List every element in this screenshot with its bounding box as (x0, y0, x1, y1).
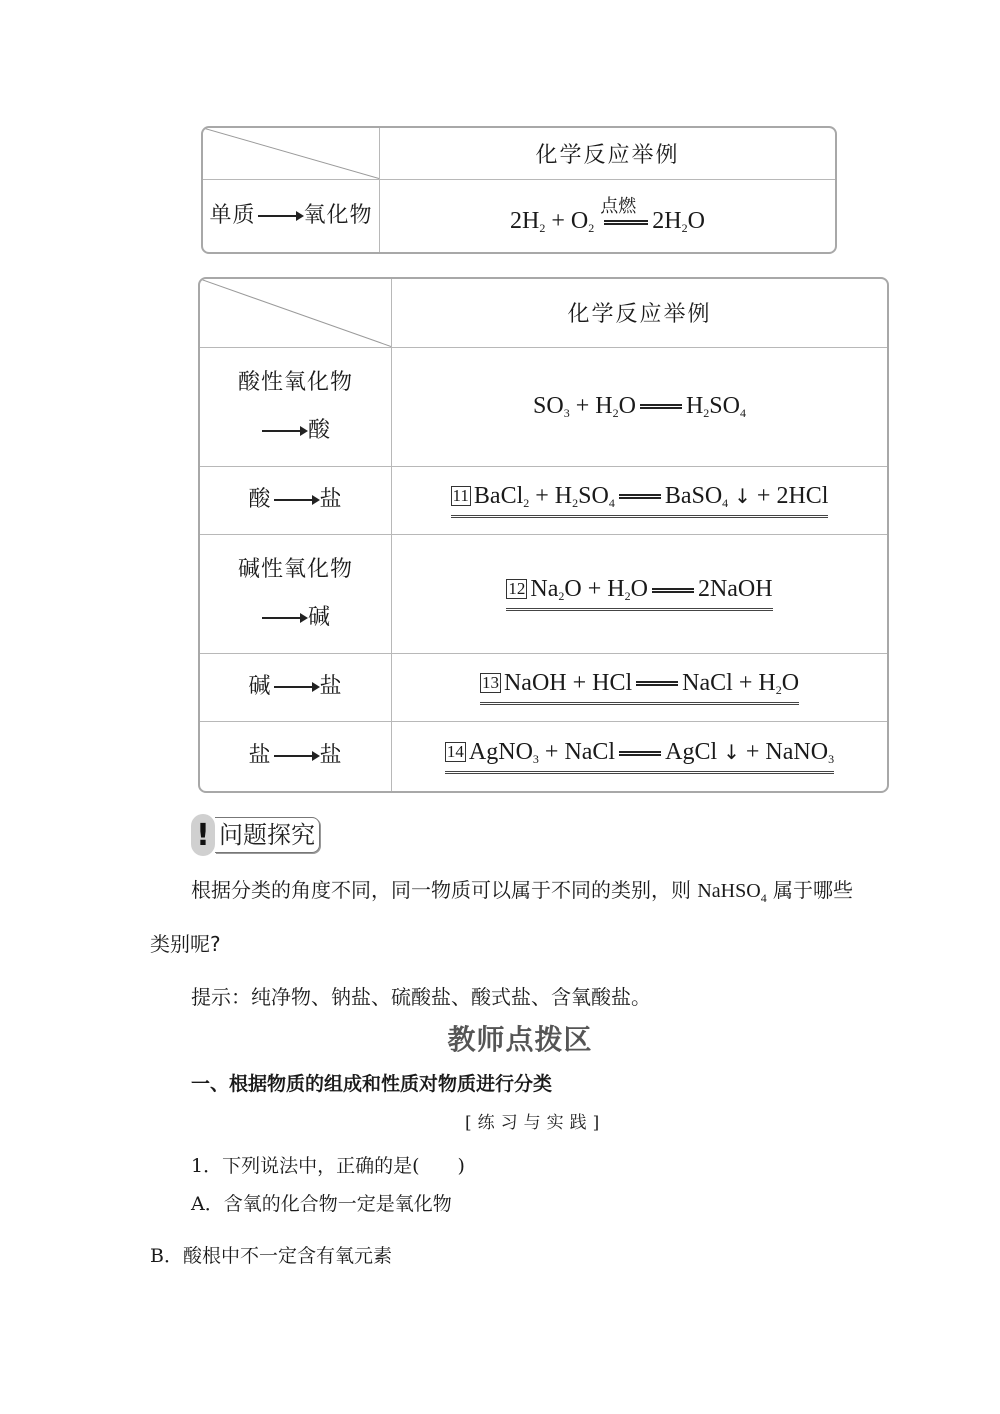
inquiry-question: 根据分类的角度不同，同一物质可以属于不同的类别，则 NaHSO$_4$ 属于哪些 (191, 878, 854, 905)
inquiry-question-line2: 类别呢? (150, 932, 221, 956)
reaction-table-2 (198, 277, 889, 793)
arrow-icon (274, 499, 318, 501)
transformation-label: 单质 氧化物 (203, 179, 380, 252)
reaction-condition: 点燃 (604, 220, 648, 225)
transformation-label: 酸性氧化物 酸 (200, 347, 392, 466)
diagonal-header-cell (203, 128, 380, 179)
option-b: B．酸根中不一定含有氧元素 (150, 1245, 392, 1267)
arrow-icon (262, 617, 306, 619)
arrow-icon (274, 686, 318, 688)
inquiry-badge (191, 814, 320, 856)
section-title: 教师点拨区 (447, 1023, 593, 1056)
arrow-icon (258, 215, 302, 217)
answer-number: 11 (452, 485, 469, 505)
arrow-icon (262, 430, 306, 432)
practice-label: [练习与实践] (465, 1113, 606, 1133)
transformation-label: 酸 盐 (200, 466, 392, 534)
exclamation-icon: ! (191, 814, 215, 856)
answer-number: 12 (508, 579, 526, 598)
column-header: 化学反应举例 (380, 128, 836, 179)
arrow-icon (274, 755, 318, 757)
section-heading: 一、根据物质的组成和性质对物质进行分类 (191, 1073, 553, 1095)
precipitate-arrow-icon: ↓ (734, 483, 751, 508)
transformation-label: 盐 盐 (200, 721, 392, 791)
option-a: A．含氧的化合物一定是氧化物 (191, 1193, 452, 1215)
inquiry-badge-label: 问题探究 (215, 817, 320, 853)
reaction-equation: $SO_3 + H_2O$ $H_2SO_4$ (392, 347, 888, 466)
reaction-equation: $2H_2 + O_2$ 点燃 $2H_2O$ (380, 179, 836, 252)
precipitate-arrow-icon: ↓ (723, 739, 740, 764)
reaction-table-1 (201, 126, 837, 254)
column-header: 化学反应举例 (392, 279, 888, 347)
reaction-equation: 14 AgNO$_3$ + NaCl AgCl ↓ + NaNO$_3$ (392, 721, 888, 791)
question-1: 1．下列说法中，正确的是( ) (191, 1155, 465, 1177)
answer-number: 13 (481, 672, 499, 692)
reaction-equation: 13 NaOH + HCl NaCl + $H_2O$ (392, 653, 888, 721)
transformation-label: 碱 盐 (200, 653, 392, 721)
answer-number: 14 (446, 741, 464, 761)
reaction-equation: 11 BaCl$_2$ + $H_2SO_4$ BaSO$_4$ ↓ + 2HCl (392, 466, 888, 534)
transformation-label: 碱性氧化物 碱 (200, 534, 392, 653)
diagonal-header-cell (200, 279, 392, 347)
inquiry-hint: 提示：纯净物、钠盐、硫酸盐、酸式盐、含氧酸盐。 (191, 985, 651, 1009)
reaction-equation: 12 $Na_2O + H_2O$ 2NaOH (392, 534, 888, 653)
